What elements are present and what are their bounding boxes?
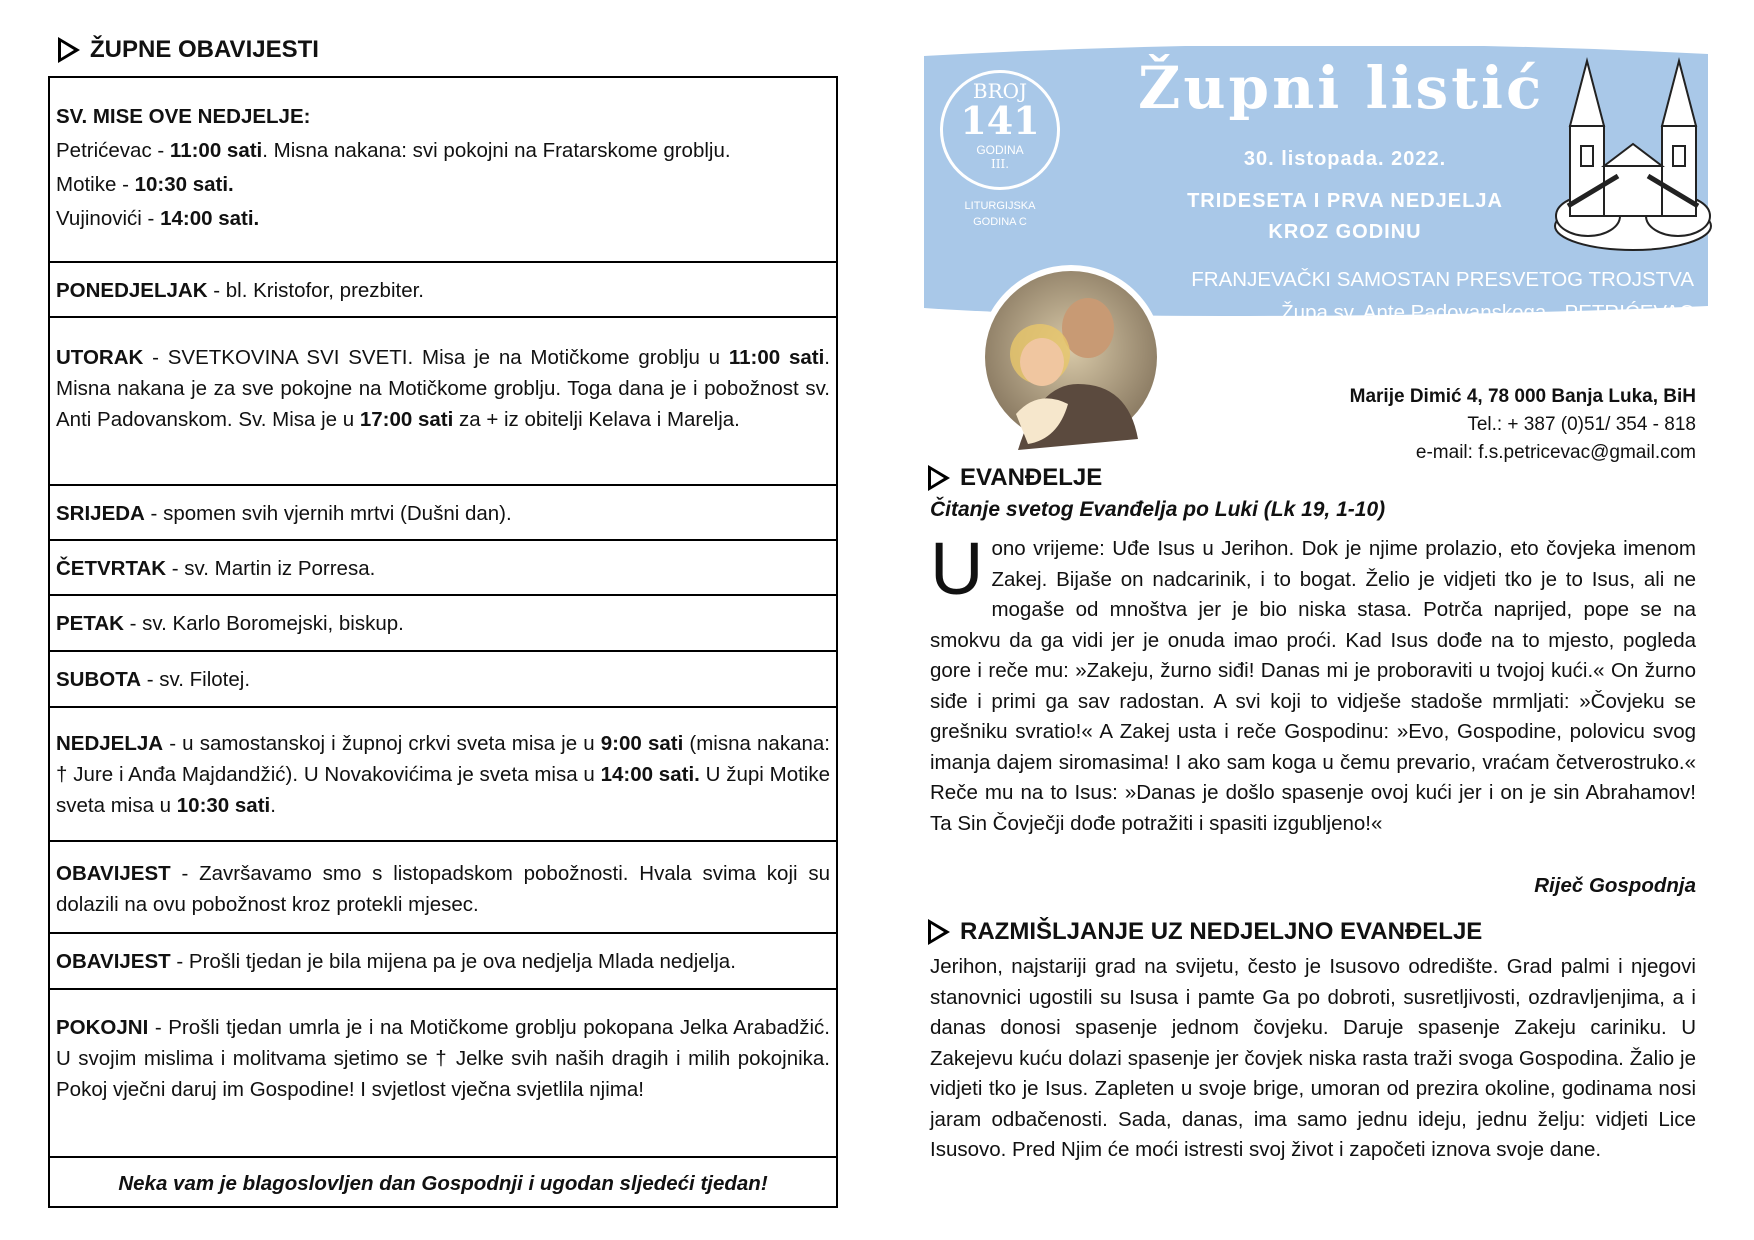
section-heading-reflection <box>928 918 1482 946</box>
reflection-text: Jerihon, najstariji grad na svijetu, često je Isusovo odredište. Grad palmi i njegovi stanovnici ugostili su Isusa i pamte Ga po dobroti, susretljivosti, ozdravljenjima, a i danas donosi spasenje jednom čovjeku. Daruje spasenje Zakeju cariniku. U Zakejevu kuću dolazi spasenje jer čovjek niska rasta traži svoga Gospodina. Žalio je vidjeti tko je Isus. Zapleten u svoje brige, umoran od prezira okoline, godinama nosi jaram odbačenosti. Sada, danas, ima samo jednu ideju, jednu želju: vidjeti Lice Isusovo. Pred Njim će moći istresti svoj život i započeti iznova svoje dane. <box>930 955 1696 1161</box>
notice-row-announcement-1 <box>50 842 836 934</box>
mass-time: 14:00 sati. <box>160 207 260 230</box>
mass-place: Vujinovići - <box>56 207 161 230</box>
day-text: - u samostanskoj i župnoj crkvi sveta misa je u <box>163 732 601 755</box>
day-text: - spomen svih vjernih mrtvi (Dušni dan). <box>144 502 512 525</box>
mass-note: . Misna nakana: svi pokojni na Fratarskome groblju. <box>262 139 731 162</box>
notice-row-monday <box>50 263 836 318</box>
triangle-bullet-icon <box>928 465 950 491</box>
year-label: GODINA <box>976 143 1024 157</box>
day-label: UTORAK <box>56 346 144 369</box>
time-bold: 14:00 sati. <box>600 763 700 786</box>
mass-time: 10:30 sati. <box>134 173 234 196</box>
church-emblem-icon <box>1548 56 1718 256</box>
friary-name: FRANJEVAČKI SAMOSTAN PRESVETOG TROJSTVA <box>1191 268 1694 291</box>
day-text: - sv. Filotej. <box>141 668 251 691</box>
day-label: SUBOTA <box>56 668 142 691</box>
triangle-bullet-icon <box>58 37 80 63</box>
day-text: - Prošli tjedan umrla je i na Motičkome groblju pokopana Jelka Arabadžić. U svojim mislima i molitvama sjetimo se † Jelke svih naših dragih i milih pokojnika. Pokoj vječni daruj im Gospodine! I svjetlost vječna svjetlila njima! <box>56 1016 830 1101</box>
time-bold: 10:30 sati <box>176 794 271 817</box>
mass-place: Motike - <box>56 173 135 196</box>
notice-row-deceased <box>50 990 836 1158</box>
mass-time: 11:00 sati <box>169 139 263 162</box>
day-text: - SVETKOVINA SVI SVETI. Misa je na Motičkome groblju u <box>143 346 729 369</box>
gospel-text <box>930 527 1696 839</box>
day-label: OBAVIJEST <box>56 862 171 885</box>
triangle-bullet-icon <box>928 919 950 945</box>
time-bold: 17:00 sati <box>359 408 454 431</box>
sunday-line: TRIDESETA I PRVA NEDJELJA <box>1187 190 1503 212</box>
address: Marije Dimić 4, 78 000 Banja Luka, BiH <box>1349 386 1696 407</box>
liturgical-year <box>940 198 1060 230</box>
day-label: ČETVRTAK <box>56 557 167 580</box>
email: e-mail: f.s.petricevac@gmail.com <box>1415 442 1696 463</box>
notice-row-tuesday <box>50 318 836 486</box>
day-text: . Misna nakana je za sve pokojne na Motičkome groblju. Toga dana je i pobožnost sv. Anti Padovanskom. Sv. Misa je u <box>56 346 830 431</box>
liturgical-sunday <box>1150 186 1540 248</box>
saint-anthony-portrait <box>978 264 1164 450</box>
notice-row-sunday <box>50 708 836 842</box>
day-label: POKOJNI <box>56 1016 149 1039</box>
issue-label: BROJ <box>972 79 1028 103</box>
year-value: III. <box>990 157 1010 171</box>
section-title: ŽUPNE OBAVIJESTI <box>90 36 319 63</box>
parish-petricevac: Župa sv. Ante Padovanskoga - PETRIĆEVAC <box>1281 301 1694 324</box>
closing-blessing: Neka vam je blagoslovljen dan Gospodnji i ugodan sljedeći tjedan! <box>118 1172 768 1195</box>
day-label: SRIJEDA <box>56 502 145 525</box>
issue-number: 141 <box>960 98 1040 143</box>
time-bold: 11:00 sati <box>728 346 825 369</box>
day-text: za + iz obitelji Kelava i Marelja. <box>453 408 740 431</box>
day-label: PONEDJELJAK <box>56 279 208 302</box>
gospel-closing: Riječ Gospodnja <box>1534 874 1696 897</box>
mass-place: Petrićevac - <box>56 139 170 162</box>
liturgical-label: LITURGIJSKA <box>964 200 1036 212</box>
day-text: - bl. Kristofor, prezbiter. <box>207 279 424 302</box>
day-text: U župi Motike sveta misa u <box>56 763 830 817</box>
day-label: OBAVIJEST <box>56 950 171 973</box>
notice-row-announcement-2 <box>50 934 836 990</box>
notice-row-saturday <box>50 652 836 708</box>
notice-row-thursday <box>50 541 836 596</box>
gospel-subtitle: Čitanje svetog Evanđelja po Luki (Lk 19, 1-10) <box>930 498 1386 521</box>
notice-row-wednesday <box>50 486 836 541</box>
section-heading-gospel <box>928 464 1102 492</box>
notices-table <box>48 76 838 1208</box>
day-label: NEDJELJA <box>56 732 164 755</box>
liturgical-value: GODINA C <box>973 216 1027 228</box>
notice-row-friday <box>50 596 836 652</box>
notice-row-masses <box>50 78 836 263</box>
newsletter-title: Župni listić <box>1138 54 1545 122</box>
issue-date: 30. listopada. 2022. <box>1243 148 1447 170</box>
day-text: - Prošli tjedan je bila mijena pa je ova nedjelja Mlada nedjelja. <box>170 950 736 973</box>
parish-motike: Župa sv. Petra i Pavla - MOTIKE <box>1398 336 1694 359</box>
day-label: PETAK <box>56 612 124 635</box>
phone: Tel.: + 387 (0)51/ 354 - 818 <box>1467 414 1696 435</box>
day-text: . <box>270 794 276 817</box>
section-title: RAZMIŠLJANJE UZ NEDJELJNO EVANĐELJE <box>960 918 1483 945</box>
day-text: - Završavamo smo s listopadskom pobožnosti. Hvala svima koji su dolazili na ovu pobožnost kroz protekli mjesec. <box>56 862 830 916</box>
section-heading-notices <box>58 36 319 64</box>
day-text: - sv. Martin iz Porresa. <box>166 557 376 580</box>
section-title: EVANĐELJE <box>960 464 1103 491</box>
dropcap-letter: U <box>930 527 984 610</box>
gospel-body: ono vrijeme: Uđe Isus u Jerihon. Dok je njime prolazio, eto čovjeka imenom Zakej. Bijaše on nadcarinik, i to bogat. Želio je vidjeti tko je to Isus, ali ne mogaše od mnoštva jer je bio niska stasa. Potrča naprijed, pope se na smokvu da ga vidi jer je onuda imao proći. Kad Isus dođe na to mjesto, pogleda gore i reče mu: »Zakeju, žurno siđi! Danas mi je proboraviti u tvojoj kući.« On žurno siđe i primi ga sav radostan. A svi koji to vidješe stadoše mrmljati: »Čovjeku se grešniku svratio!« A Zakej usta i reče Gospodinu: »Evo, Gospodine, polovicu svog imanja dajem siromasima! I ako sam koga u čemu prevario, vraćam četverostruko.« Reče mu na to Isus: »Danas je došlo spasenje ovoj kući jer i on je sin Abrahamov! Ta Sin Čovječji dođe potražiti i spasiti izgubljeno!« <box>930 537 1696 835</box>
notice-row-closing <box>50 1158 836 1208</box>
day-text: (misna nakana: † Jure i Anđa Majdandžić). U Novakovićima je sveta misa u <box>56 732 830 786</box>
masses-heading: SV. MISE OVE NEDJELJE: <box>56 105 311 128</box>
day-text: - sv. Karlo Boromejski, biskup. <box>123 612 404 635</box>
issue-badge <box>940 70 1060 190</box>
sunday-line: KROZ GODINU <box>1268 221 1422 243</box>
time-bold: 9:00 sati <box>600 732 684 755</box>
